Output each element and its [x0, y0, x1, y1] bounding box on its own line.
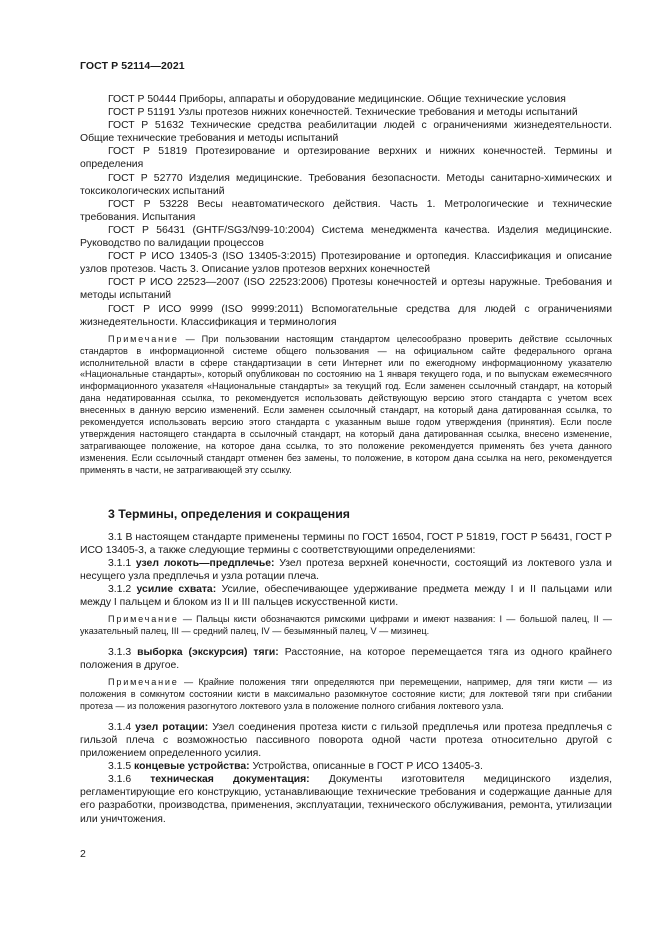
- term-3-1-6: [80, 773, 612, 825]
- term-definition: Узел соединения протеза кисти с гильзой предплечья или протеза предплечья с гильзой плеча с возможностью пассивного поворота одной части протеза относительно другой с приложением определенного усилия.: [80, 721, 612, 760]
- page-body: [80, 93, 612, 826]
- term-name: выборка (экскурсия) тяги:: [137, 646, 279, 658]
- term-number: 3.1.2: [108, 583, 137, 595]
- term-3-1-1: [80, 557, 612, 583]
- term-definition: Расстояние, на которое перемещается тяга из одного крайнего положения в другое.: [80, 646, 613, 672]
- reference-item: ГОСТ Р 51191 Узлы протезов нижних конечностей. Технические требования и методы испытаний: [108, 107, 578, 119]
- term-name: концевые устройства:: [134, 761, 250, 773]
- term-note: [80, 677, 612, 713]
- term-3-1-2: [80, 583, 612, 609]
- term-number: 3.1.5: [108, 761, 134, 773]
- reference-item: ГОСТ Р 52770 Изделия медицинские. Требования безопасности. Методы санитарно-химических и токсикологических испытаний: [80, 172, 612, 197]
- reference-item: ГОСТ Р ИСО 13405-3 (ISO 13405-3:2015) Протезирование и ортопедия. Классификация и описание узлов протезов. Часть 3. Описание узлов протезов верхних конечностей: [80, 251, 612, 276]
- term-number: 3.1.3: [108, 646, 138, 658]
- page-number: 2: [80, 848, 86, 860]
- term-3-1-4: [80, 721, 612, 760]
- reference-item: ГОСТ Р 51632 Технические средства реабилитации людей с ограничениями жизнедеятельности. Общие технические требования и методы испытаний: [80, 120, 612, 145]
- term-definition: Узел протеза верхней конечности, состоящий из локтевого узла и несущего узла предплечья и узла ротации плеча.: [80, 557, 612, 582]
- term-3-1-3: [80, 646, 612, 672]
- reference-item: ГОСТ Р ИСО 9999 (ISO 9999:2011) Вспомогательные средства для людей с ограничениями жизнедеятельности. Классификация и терминология: [80, 303, 612, 328]
- term-name: узел ротации:: [135, 721, 209, 733]
- note-text: — При пользовании настоящим стандартом целесообразно проверить действие ссылочных стандартов в информационной системе общего пользования — на официальном сайте федерального органа исполнительной власти в сфере стандартизации в сети Интернет или по ежегодному информационному указателю «Национальные стандарты», который опубликован по состоянию на 1 января текущего года, и по выпускам ежемесячного информационного указателя «Национальные стандарты» за текущий год. Если заменен ссылочный стандарт, на который дана недатированная ссылка, то рекомендуется использовать действующую версию этого стандарта с учетом всех внесенных в данную версию изменений. Если заменен ссылочный стандарт, на который дана датированная ссылка, то рекомендуется использовать версию этого стандарта с указанным выше годом утверждения (принятия). Если после утверждения настоящего стандарта в ссылочный стандарт, на который дана датированная ссылка, внесено изменение, затрагивающее положение, на которое дана ссылка, то это положение рекомендуется применять без учета данного изменения. Если ссылочный стандарт отменен без замены, то положение, в котором дана ссылка на него, рекомендуется применять в части, не затрагивающей эту ссылку.: [80, 333, 612, 475]
- term-name: узел локоть—предплечье:: [135, 557, 275, 569]
- reference-item: ГОСТ Р 50444 Приборы, аппараты и оборудование медицинские. Общие технические условия: [108, 94, 566, 105]
- term-number: 3.1.4: [108, 721, 136, 733]
- clause-3-1: 3.1 В настоящем стандарте применены термины по ГОСТ 16504, ГОСТ Р 51819, ГОСТ Р 56431, ГОСТ Р ИСО 13405-3, а также следующие термины с соответствующими определениями:: [80, 531, 612, 556]
- note-label: Примечание: [108, 677, 179, 688]
- reference-item: ГОСТ Р ИСО 22523—2007 (ISO 22523:2006) Протезы конечностей и ортезы наружные. Требования и методы испытаний: [80, 277, 612, 302]
- term-name: усилие схвата:: [136, 583, 217, 595]
- note-text: — Крайние положения тяги определяются при перемещении, например, для тяги кисти — из положения в сомкнутом состоянии кисти в максимально разомкнутое состояние кисти; для локтевой тяги при сгибании протеза — из положения разогнутого локтевого узла в положение полного сгибания локтевого узла.: [80, 677, 612, 711]
- section-heading: 3 Термины, определения и сокращения: [108, 506, 350, 521]
- term-name: техническая документация:: [150, 774, 310, 786]
- reference-item: ГОСТ Р 56431 (GHTF/SG3/N99-10:2004) Система менеджмента качества. Изделия медицинские. Руководство по валидации процессов: [80, 224, 612, 250]
- term-definition: Устройства, описанные в ГОСТ Р ИСО 13405-3.: [249, 761, 483, 773]
- note-label: Примечание: [108, 614, 179, 625]
- note-text: — Пальцы кисти обозначаются римскими цифрами и имеют названия: I — большой палец, II — указательный палец, III — средний палец, IV — безымянный палец, V — мизинец.: [80, 614, 612, 637]
- reference-item: ГОСТ Р 53228 Весы неавтоматического действия. Часть 1. Метрологические и технические требования. Испытания: [80, 198, 612, 223]
- term-3-1-5: [80, 760, 612, 773]
- reference-item: ГОСТ Р 51819 Протезирование и ортезирование верхних и нижних конечностей. Термины и определения: [80, 146, 612, 171]
- term-number: 3.1.1: [108, 557, 136, 569]
- note-label: Примечание: [108, 333, 179, 344]
- document-code: ГОСТ Р 52114—2021: [80, 60, 185, 72]
- term-number: 3.1.6: [108, 774, 151, 786]
- term-note: [80, 614, 612, 638]
- term-definition: Документы изготовителя медицинского изделия, регламентирующие его конструкцию, устанавливающие технические требования и содержащие данные для его разработки, производства, применения, эксплуатации, технического обслуживания, ремонта, утилизации или уничтожения.: [80, 774, 612, 825]
- term-definition: Усилие, обеспечивающее удерживание предмета между I и II пальцами или между I пальцем и блоком из II и III пальцев искусственной кисти.: [80, 583, 613, 609]
- references-note: [80, 334, 612, 477]
